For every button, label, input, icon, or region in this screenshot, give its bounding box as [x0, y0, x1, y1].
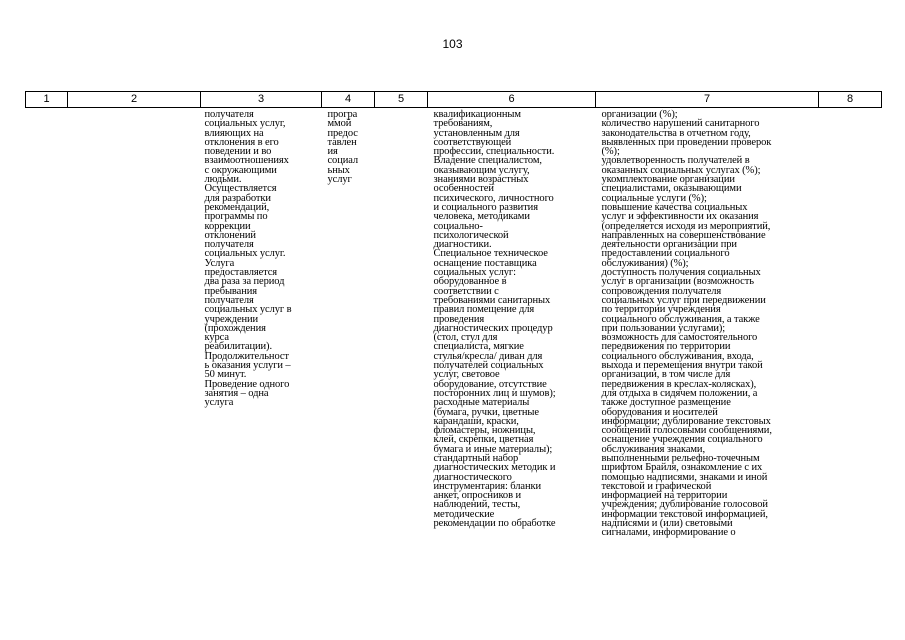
cell-col-6	[428, 108, 596, 603]
cell-col-2	[68, 108, 201, 603]
cell-text-col-1	[26, 108, 68, 602]
header-col-2: 2	[68, 92, 201, 108]
page-number: 103	[442, 37, 463, 51]
cell-col-1	[26, 108, 68, 603]
header-col-8: 8	[819, 92, 882, 108]
cell-col-8	[819, 108, 882, 603]
table-row	[26, 108, 882, 603]
cell-text-col-8	[819, 108, 882, 602]
cell-text-col-4: програ ммой предос тавлен ия социал ьных услуг	[327, 109, 359, 186]
header-col-3: 3	[201, 92, 322, 108]
header-row	[26, 92, 882, 108]
header-col-7: 7	[596, 92, 819, 108]
cell-text-col-7: организации (%); количество нарушений санитарного законодательства в отчетном году, выявленных при проведении проверок (%); удовлетворенность получателей в оказанных социальных услугах (%); укомплектование организации специалистами, оказывающими социальные услуги (%); повышение качества социальных услуг и эффективности их оказания (определяется исходя из мероприятий, направленных на совершенствование деятельности организации при предоставлении социального обслуживания) (%); доступность получения социальных услуг в организации (возможность сопровождения получателя социальных услуг при передвижении по территории учреждения социального обслуживания, а также при пользовании услугами); возможность для самостоятельного передвижения по территории социального обслуживания, входа, выхода и перемещения внутри такой организации, в том числе для передвижения в креслах-колясках), для отдыха в сидячем положении, а также доступное размещение оборудования и носителей информации; дублирование текстовых сообщений голосовыми сообщениями, оснащение учреждения социального обслуживания знаками, выполненными рельефно-точечным шрифтом Брайля, ознакомление с их помощью надписями, знаками и иной текстовой и графической информацией на территории учреждения; дублирование голосовой информации текстовой информацией, надписями и (или) световыми сигналами, информирование о	[601, 109, 772, 539]
cell-col-3	[201, 108, 322, 603]
cell-col-7	[596, 108, 819, 603]
services-table	[25, 91, 882, 602]
cell-text-col-5	[375, 108, 428, 602]
cell-col-4	[322, 108, 375, 603]
header-col-1: 1	[26, 92, 68, 108]
cell-text-col-6: квалификационным требованиям, установленным для соответствующей профессии, специальности. Владение специалистом, оказывающим услугу, знаниями возрастных особенностей психического, личностного и социального развития человека, методиками социально- психологической диагностики. Специальное техническое оснащение поставщика социальных услуг: оборудованное в соответствии с требованиями санитарных правил помещение для проведения диагностических процедур (стол, стул для специалиста, мягкие стулья/кресла/ диван для получателей социальных услуг, световое оборудование, отсутствие посторонних лиц и шумов); расходные материалы (бумага, ручки, цветные карандаши, краски, фломастеры, ножницы, клей, скрепки, цветная бумага и иные материалы); стандартный набор диагностических методик и диагностического инструментария: бланки анкет, опросников и наблюдений, тесты, методические рекомендации по обработке	[433, 109, 556, 530]
cell-text-col-3: получателя социальных услуг, влияющих на отклонения в его поведении и во взаимоотношениях с окружающими людьми. Осуществляется для разработки рекомендаций, программы по коррекции отклонений получателя социальных услуг. Услуга предоставляется два раза за период пребывания получателя социальных услуг в учреждении (прохождения курса реабилитации). Продолжительност ь оказания услуги – 50 минут. Проведение одного занятия – одна услуга	[204, 109, 292, 409]
cell-text-col-2	[68, 108, 201, 602]
header-col-5: 5	[375, 92, 428, 108]
header-col-4: 4	[322, 92, 375, 108]
header-col-6: 6	[428, 92, 596, 108]
cell-col-5	[375, 108, 428, 603]
